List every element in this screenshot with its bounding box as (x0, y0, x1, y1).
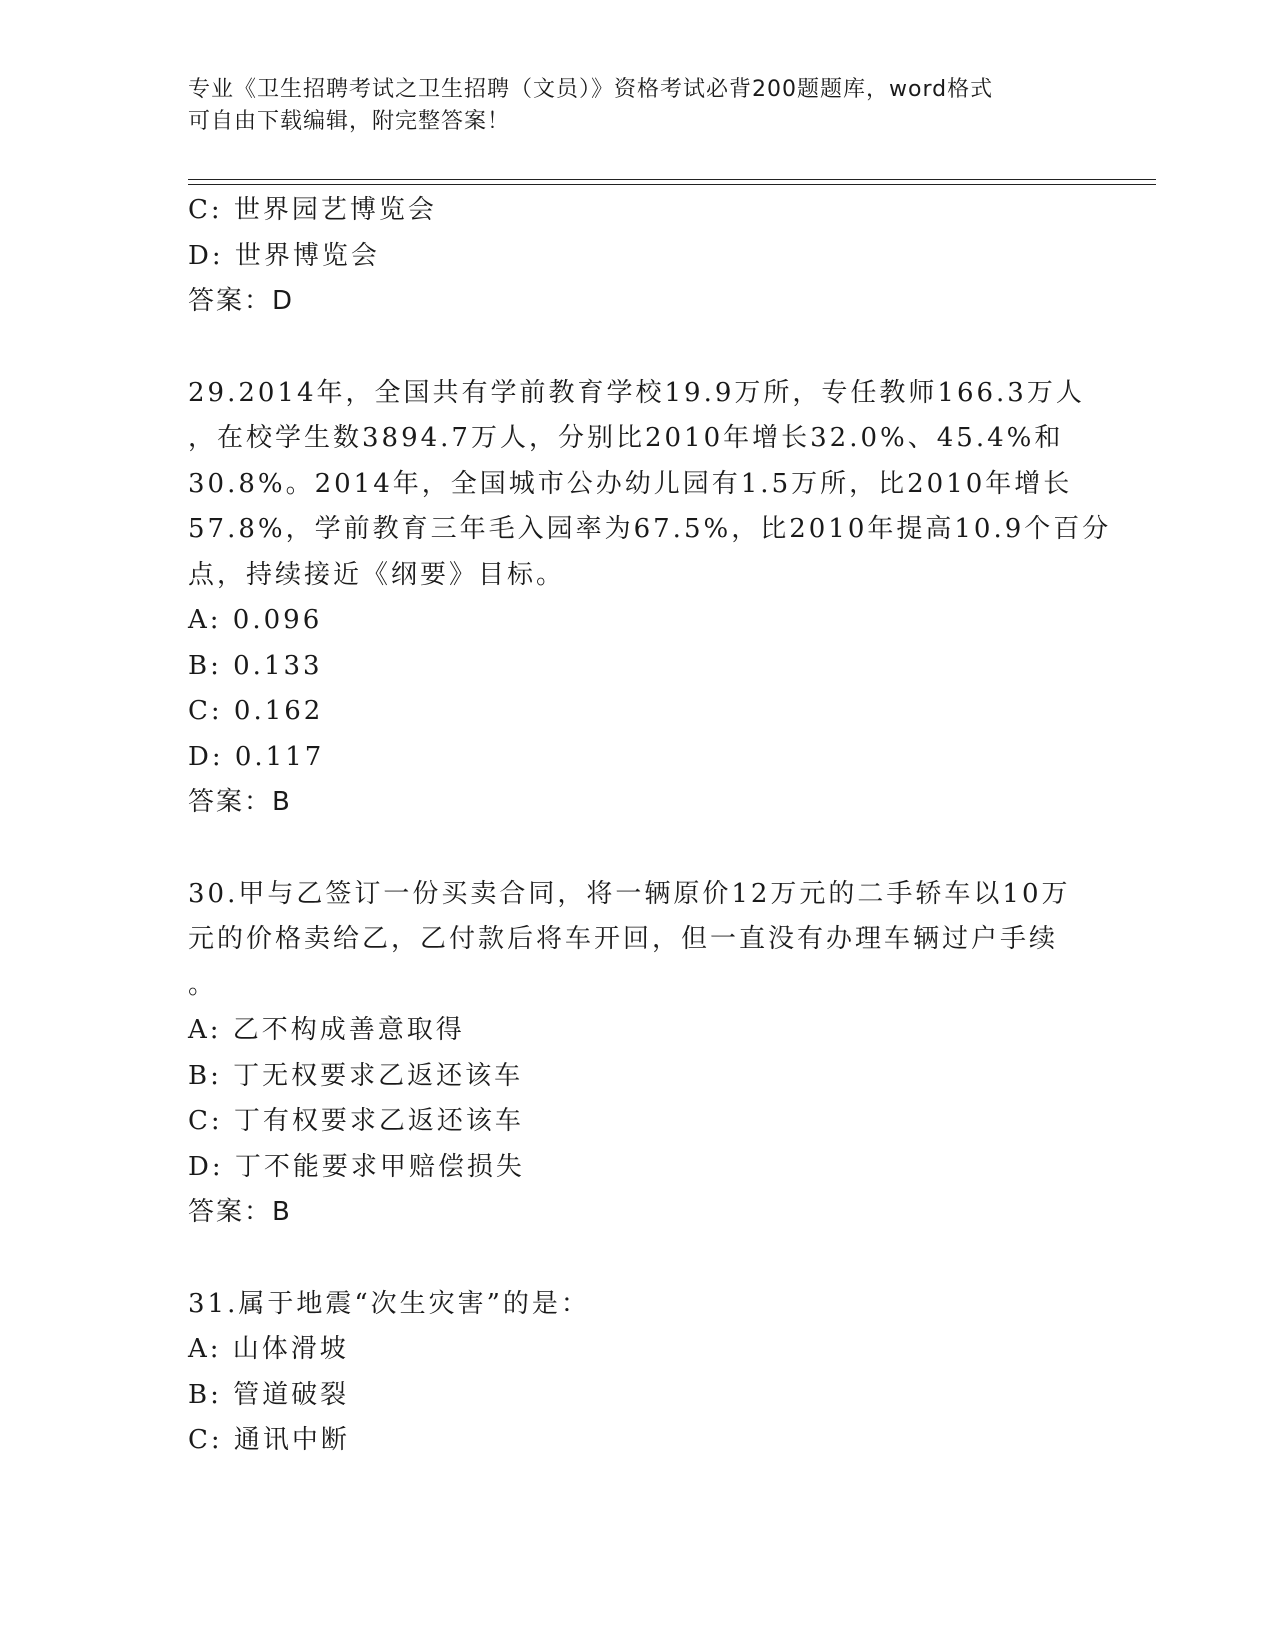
question-29 (188, 371, 1112, 826)
question-stem-line: 29.2014年，全国共有学前教育学校19.9万所，专任教师166.3万人 (188, 377, 1085, 408)
question-31 (188, 1282, 1088, 1464)
option-a: A: 0.096 (188, 605, 323, 635)
document-body (188, 188, 1112, 1464)
option-c: C: 0.162 (188, 696, 324, 726)
option-c: C: 丁有权要求乙返还该车 (188, 1106, 524, 1136)
option-d: D: 世界博览会 (188, 240, 380, 271)
option-c: C: 通讯中断 (188, 1425, 350, 1455)
option-b: B: 0.133 (188, 650, 323, 681)
spacer (188, 325, 1088, 371)
option-c: C: 世界园艺博览会 (188, 195, 437, 225)
answer-line: 答案：D (188, 286, 295, 316)
question-stem-line: 30.甲与乙签订一份买卖合同，将一辆原价12万元的二手轿车以10万 (188, 878, 1071, 909)
question-28-tail (188, 188, 1088, 325)
question-stem-line: 点，持续接近《纲要》目标。 (188, 559, 566, 590)
option-d: D: 0.117 (188, 741, 325, 772)
header-line-2: 可自由下载编辑，附完整答案！ (188, 109, 511, 134)
question-stem-line: 57.8%，学前教育三年毛入园率为67.5%，比2010年提高10.9个百分 (188, 514, 1112, 544)
header-divider-bottom (188, 184, 1156, 185)
option-a: A: 山体滑坡 (188, 1334, 349, 1364)
option-b: B: 丁无权要求乙返还该车 (188, 1060, 524, 1091)
question-stem-line: 31.属于地震“次生灾害”的是： (188, 1288, 590, 1319)
header-line-1: 专业《卫生招聘考试之卫生招聘（文员）》资格考试必背200题题库，word格式 (188, 77, 994, 102)
question-30 (188, 872, 1088, 1236)
option-a: A: 乙不构成善意取得 (188, 1015, 465, 1045)
answer-line: 答案：B (188, 1197, 292, 1227)
spacer (188, 1236, 1088, 1282)
header-divider-top (188, 179, 1156, 180)
question-stem-line: 。 (188, 969, 218, 1000)
answer-line: 答案：B (188, 787, 292, 817)
question-stem-line: ，在校学生数3894.7万人，分别比2010年增长32.0%、45.4%和 (188, 423, 1064, 453)
question-stem-line: 元的价格卖给乙，乙付款后将车开回，但一直没有办理车辆过户手续 (188, 924, 1059, 954)
document-header (188, 74, 1068, 138)
question-stem-line: 30.8%。2014年，全国城市公办幼儿园有1.5万所，比2010年增长 (188, 468, 1073, 499)
option-d: D: 丁不能要求甲赔偿损失 (188, 1151, 525, 1182)
spacer (188, 826, 1088, 872)
option-b: B: 管道破裂 (188, 1379, 350, 1410)
